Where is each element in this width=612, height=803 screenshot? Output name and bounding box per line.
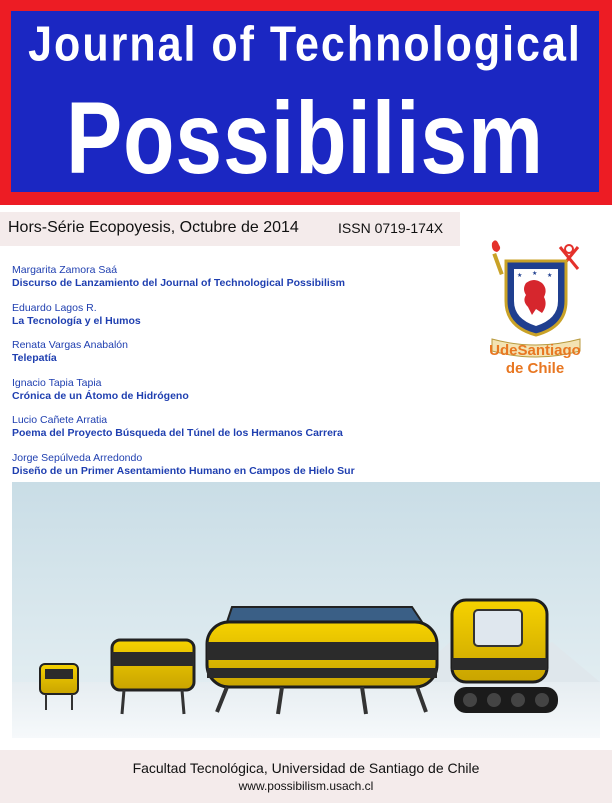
article-list	[12, 264, 472, 490]
journal-title-line-1: Journal of Technological	[28, 17, 582, 73]
torch-icon	[492, 240, 504, 275]
issue-band	[0, 212, 460, 246]
issue-label: Hors-Série Ecopoyesis, Octubre de 2014	[8, 219, 299, 236]
article-item	[12, 264, 472, 302]
article-author: Lucio Cañete Arratia	[12, 414, 108, 427]
article-author: Eduardo Lagos R.	[12, 301, 97, 314]
university-name-prefix: Ude	[489, 342, 518, 359]
tracked-vehicle	[452, 600, 558, 713]
article-author: Ignacio Tapia Tapia	[12, 376, 102, 389]
article-author: Margarita Zamora Saá	[12, 264, 118, 276]
article-item	[12, 302, 472, 340]
antarctic-station-render-icon	[12, 482, 600, 738]
university-name	[470, 342, 600, 359]
article-author: Jorge Sepúlveda Arredondo	[12, 451, 143, 464]
article-title: Diseño de un Primer Asentamiento Humano en Campos de Hielo Sur	[12, 464, 355, 477]
footer	[0, 750, 612, 803]
article-item	[12, 339, 472, 377]
masthead	[0, 0, 612, 205]
article-title: Telepatía	[12, 352, 57, 365]
university-name-text	[489, 342, 581, 359]
footer-website-link[interactable]: www.possibilism.usach.cl	[238, 779, 374, 793]
issn-label: ISSN 0719-174X	[338, 220, 444, 236]
svg-text:★: ★	[532, 271, 538, 277]
article-author: Renata Vargas Anabalón	[12, 339, 128, 352]
article-title: La Tecnología y el Humos	[12, 314, 141, 327]
article-item	[12, 414, 472, 452]
footer-institution: Facultad Tecnológica, Universidad de Santiago de Chile	[132, 760, 480, 776]
article-title: Poema del Proyecto Búsqueda del Túnel de los Hermanos Carrera	[12, 427, 343, 440]
svg-text:★: ★	[547, 273, 553, 279]
article-title: Discurso de Lanzamiento del Journal of Technological Possibilism	[12, 277, 345, 289]
university-subtitle: de Chile	[505, 360, 565, 377]
journal-title-line-2: Possibilism	[66, 80, 544, 192]
svg-text:★: ★	[517, 273, 523, 279]
article-title: Crónica de un Átomo de Hidrógeno	[12, 389, 189, 402]
masthead-panel	[11, 11, 599, 192]
university-name-suffix: Santiago	[517, 342, 581, 359]
article-item	[12, 377, 472, 415]
